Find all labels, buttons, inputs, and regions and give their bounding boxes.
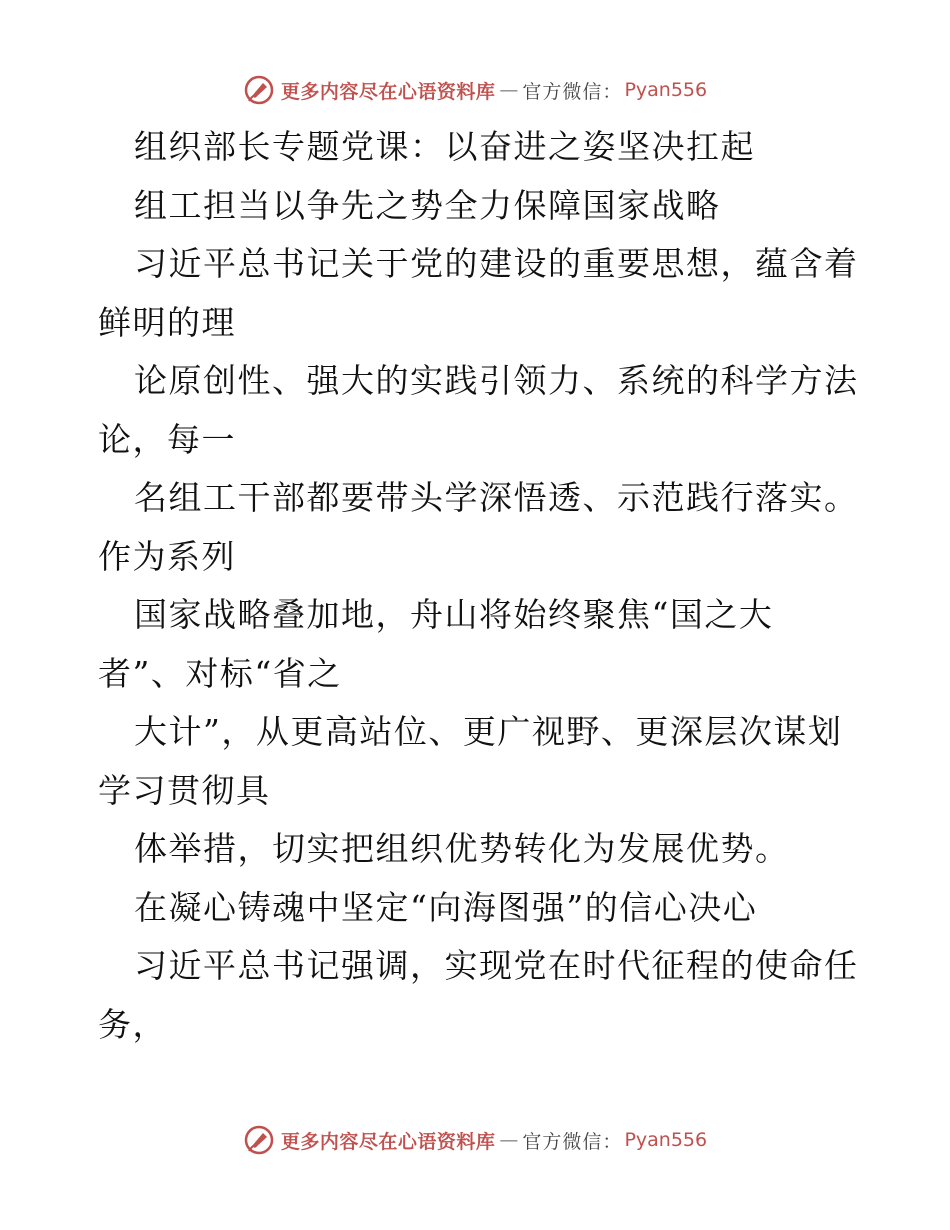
watermark-separator: — [499, 79, 519, 101]
text-line: 组织部长专题党课：以奋进之姿坚决扛起 [134, 127, 755, 166]
pen-nib-logo-icon [243, 74, 275, 106]
text-line: 务， [98, 1004, 167, 1044]
watermark-official-label: 官方微信： [522, 80, 623, 103]
text-line: 在凝心铸魂中坚定“向海图强”的信心决心 [134, 887, 758, 927]
watermark-brand: 更多内容尽在心语资料库 [280, 1130, 496, 1153]
text-line: 国家战略叠加地，舟山将始终聚焦“国之大 [134, 595, 774, 634]
text-line: 者”、对标“省之 [98, 653, 342, 693]
watermark-official-label: 官方微信： [522, 1130, 623, 1153]
watermark-wechat-id: Pyan556 [624, 1129, 708, 1151]
watermark-brand: 更多内容尽在心语资料库 [280, 80, 496, 103]
text-line: 组工担当以争先之势全力保障国家战略 [134, 185, 721, 225]
document-body [98, 118, 858, 1054]
text-line: 鲜明的理 [98, 302, 236, 342]
text-line: 学习贯彻具 [98, 770, 271, 810]
text-line: 论原创性、强大的实践引领力、系统的科学方法 [134, 361, 859, 400]
text-line: 作为系列 [98, 536, 236, 576]
header-watermark [0, 70, 950, 110]
text-line: 习近平总书记关于党的建设的重要思想，蕴含着 [134, 244, 859, 283]
text-line: 名组工干部都要带头学深悟透、示范践行落实。 [134, 478, 859, 517]
text-line: 体举措，切实把组织优势转化为发展优势。 [134, 829, 790, 868]
text-line: 论，每一 [98, 419, 236, 459]
footer-watermark [0, 1120, 950, 1160]
watermark-wechat-id: Pyan556 [624, 79, 708, 101]
text-line: 大计”，从更高站位、更广视野、更深层次谋划 [134, 712, 843, 751]
watermark-separator: — [499, 1129, 519, 1151]
text-line: 习近平总书记强调，实现党在时代征程的使命任 [134, 946, 859, 985]
pen-nib-logo-icon [243, 1124, 275, 1156]
